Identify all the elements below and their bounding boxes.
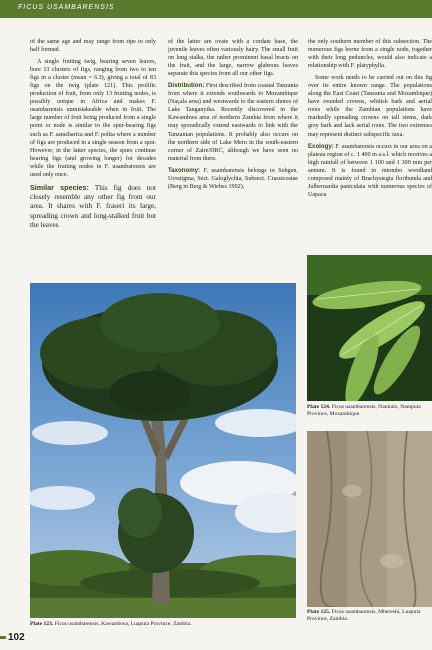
similar-species-paragraph [30, 183, 156, 230]
ecology-paragraph [308, 143, 432, 199]
running-head [0, 0, 432, 18]
distribution-paragraph [168, 82, 298, 162]
folio-bar [0, 636, 6, 639]
caption-label: Plate 124. [307, 404, 331, 410]
taxonomy-text: F. usambarensis belongs to Subgen. Urostigma, Sect. Galoglychia, Subsect. Crassicostae (Berg in Berg & Wiebes 1992), [168, 167, 298, 190]
page-number: 102 [8, 632, 25, 643]
text-column-3 [308, 38, 432, 203]
taxonomy-heading: Taxonomy: [168, 166, 201, 174]
ecology-heading: Ecology: [308, 142, 334, 150]
caption-text: Ficus usambarensis, Kawambwa, Luapula Province, Zambia. [53, 621, 192, 627]
running-head-title: FICUS USAMBARENSIS [18, 4, 115, 11]
paragraph: Some work needs to be carried out on this fig over its entire known range. The populations along the East Coast (Tanzania and Mozambique) have rounded crowns, whitish bark and aerial roots while the Zambian populations have markedly spreading crowns on tall stems, dark grey bark and lack aerial roots. The two extremes may represent distinct subspecific taxa. [308, 75, 432, 138]
similar-species-text: This fig does not closely resemble any other fig from our area. It shares with F. fraseri its large, spreading crown and long-stalked fruit but the leaves [30, 183, 156, 229]
caption-text: Ficus usambarensis, Mbereshi, Luapula Province, Zambia. [307, 609, 421, 623]
plate-125-caption [307, 609, 432, 623]
bark-photo [307, 431, 432, 607]
paragraph: the only southern member of this subsection. The numerous figs borne from a single node, together with their long peduncles, would also indicate a relationship with F. platyphylla. [308, 39, 432, 70]
ecology-text: F. usambarensis occurs in our area on a plateau region of c. 1 400 m a.s.l. which receives a high rainfall of between 1 100 and 1 300 mm per annum. It is found in miombo woodland composed mainly of Brachystegia floribunda and Julbernardia paniculata with numerous species of Uapaca [308, 143, 432, 198]
caption-label: Plate 123. [30, 621, 54, 627]
caption-label: Plate 125. [307, 609, 331, 615]
plate-124-caption [307, 404, 432, 418]
text-column-1 [30, 38, 156, 234]
plate-123-caption [30, 621, 296, 628]
distribution-heading: Distribution: [168, 82, 205, 90]
paragraph: A single fruiting twig, bearing seven leaves, bore 13 clusters of figs, ranging from two to ten figs in a cluster (mean = 6.3), giving a total of 83 figs on the twig (plate 121). This prolific production of fruit, from only 13 fruiting nodes, is possibly unique in Africa and makes F. usambarensis unmistakeable when in fruit. The large number of fruit being produced from a single point or node is similar to the spur-bearing figs such as F. sansibarica and F. polita where a number of figs are produced in a single season from a spur. However, in the latter species, the spurs continue bearing figs (and growing longer) for decades while the fruiting nodes in F. usambarensis are used only once. [30, 59, 156, 178]
paragraph: of the latter are ovate with a cordate base, the juvenile leaves often variously hairy. The small fruit on long stalks, the rather prominent basal bracts on the fruit, and the large, narrow glabrous leaves separate this species from all our other figs. [168, 39, 298, 78]
paragraph: of the same age and may range from ripe to only half formed. [30, 39, 156, 54]
caption-text: Ficus usambarensis, Namialo, Nampula Province, Mozambique. [307, 404, 421, 418]
similar-species-heading: Similar species: [30, 182, 89, 192]
distribution-text: First described from coastal Tanzania from where it extends southwards to Mozambique (Naçala area) and westwards to the eastern shores of Lake Tanganyika. Recently discovered in the Kawambwa area of northern Zambia from where it may sporadically extend eastwards to link with the Tanzanian populations. It probably also occurs on the northern side of Lake Meru in the south-eastern corner of Zaire/DRC, although we have seen no material from there. [168, 83, 298, 162]
tree-photo [30, 283, 296, 618]
text-column-2 [168, 38, 298, 195]
taxonomy-paragraph [168, 167, 298, 191]
leaf-photo [307, 255, 432, 401]
